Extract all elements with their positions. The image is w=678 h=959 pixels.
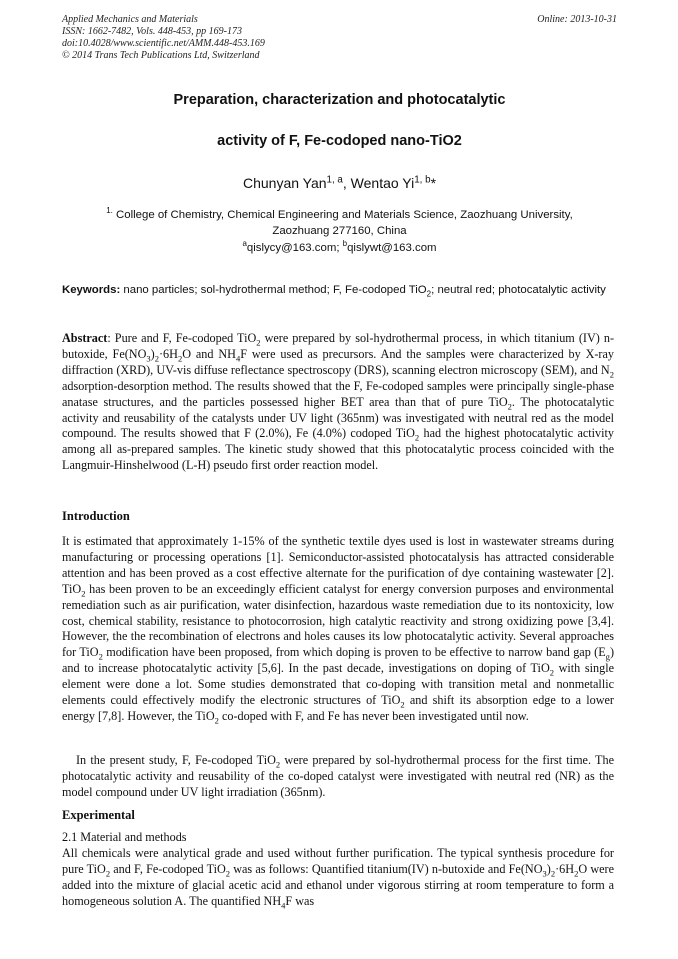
abstract-text: . The photocatalytic activity and reusability of the catalysts under UV light (365nm) was investigated with neutral red as the model compound. The results showed that F (2.0%), Fe (4.0%) codoped TiO [62,394,615,441]
introduction-paragraph-1 [62,534,614,725]
body-text: All chemicals were analytical grade and used without further purification. The typical synthesis procedure for pure TiO [62,846,614,876]
author-list [62,175,617,191]
body-text: modification have been proposed, from which doping is proven to be effective to narrow band gap (E [102,645,606,660]
keywords-text: nano particles; sol-hydrothermal method; F, Fe-codoped TiO [120,284,427,296]
body-text: and shift its absorption edge to a lower energy [7,8]. However, the TiO [62,693,614,723]
journal-copyright: © 2014 Trans Tech Publications Ltd, Switzerland [62,50,260,61]
affiliation-superscript: 1. [106,206,113,216]
abstract-text: had the highest photocatalytic activity among all as-prepared samples. The kinetic study showed that this photocatalytic process coincided with the Langmuir-Hinshelwood (L-H) pseudo first order reaction model. [62,426,614,473]
abstract-text: ) [150,346,155,361]
author-name: Chunyan Yan [242,175,327,191]
subscript: 2 [400,699,405,710]
subscript: g [605,651,610,662]
online-date: Online: 2013-10-31 [537,14,617,25]
body-text: with single element were done a lot. Some studies demonstrated that co-doping with transition metal and nonmetallic elements could effectively modify the electronic structures of TiO [62,661,614,708]
journal-doi: doi:10.4028/www.scientific.net/AMM.448-453.169 [62,38,265,49]
email-superscript: a [242,239,247,249]
corresponding-mark: * [430,175,437,191]
author-separator: , [342,175,351,191]
keywords [62,281,614,299]
subscript: 2 [275,759,281,770]
email-link[interactable]: qislywt@163.com [347,242,437,254]
subscript: 4 [235,353,241,364]
subsection-heading: 2.1 Material and methods [62,830,187,844]
keywords-text: ; neutral red; photocatalytic activity [431,284,606,296]
author-emails [62,239,617,254]
section-heading-introduction: Introduction [62,509,130,523]
subscript: 2 [426,289,432,299]
subscript: 2 [609,369,614,380]
subscript: 2 [507,401,512,412]
abstract-text: adsorption-desorption method. The results showed that the F, Fe-codoped samples were principally single-phase anatase structures, and the particles possessed higher BET area than that of pure TiO [62,378,614,409]
subscript: 2 [154,353,159,364]
abstract [62,331,614,474]
keywords-label: Keywords: [62,284,121,296]
affiliation-line-2: Zaozhuang 277160, China [272,225,407,237]
subscript: 2 [105,868,111,879]
experimental-paragraph [62,846,614,910]
email-superscript: b [342,239,348,249]
author-superscript: 1, a [326,174,343,186]
body-text: and F, Fe-codoped TiO [110,861,226,876]
paper-title-line-1: Preparation, characterization and photocatalytic [173,92,506,108]
abstract-text: : Pure and F, Fe-codoped TiO [107,331,257,345]
abstract-text: ·6H [159,346,178,361]
subscript: 3 [542,868,547,879]
subscript: 2 [414,432,420,443]
body-text: was as follows: Quantified titanium(IV) n-butoxide and Fe(NO [230,861,543,876]
body-text: F was [285,893,315,908]
body-text: ) [546,861,551,876]
subscript: 2 [225,868,231,879]
body-text: has been proven to be an exceedingly efficient catalyst for energy conversion purposes and environmental remediation such as air purification, water disinfection, hazardous waste remediation due to its nontoxicity, low cost, chemical stability, resistance to photocorrosion, high catalytic reactivity and strong oxidizing powe [3,4]. However, the the recombination of electrons and holes causes its low photocatalytic activity. Several approaches for TiO [62,581,614,660]
abstract-text: O and NH [182,346,236,361]
body-text: O were added into the mixture of glacial acetic acid and ethanol under vigorous stirring at room temperature to form a homogeneous solution A. The quantified NH [62,861,615,908]
abstract-text: were prepared by sol-hydrothermal process, in which titanium (IV) n-butoxide, Fe(NO [62,331,615,361]
subscript: 2 [550,868,556,879]
paper-title-line-2: activity of F, Fe-codoped nano-TiO2 [217,133,462,149]
email-link[interactable]: qislycy@163.com; [246,242,343,254]
journal-header [62,14,617,62]
body-text: co-doped with F, and Fe has never been investigated until now. [218,708,529,723]
body-text: ) and to increase photocatalytic activity [5,6]. In the past decade, investigations on doping of TiO [62,645,614,676]
body-text: It is estimated that approximately 1-15% of the synthetic textile dyes used is lost in wastewater streams during manufacturing or processing operations [1]. Semiconductor-assisted photocatalysis has attracted considerable attention and has been proved as a cost effective alternate for the purification of dye containing wastewater [2]. TiO [62,534,614,596]
subscript: 2 [256,337,261,348]
journal-issn: ISSN: 1662-7482, Vols. 448-453, pp 169-173 [62,26,242,37]
author-name: Wentao Yi [350,175,415,191]
body-text: ·6H [555,861,575,876]
affiliation-line-1: College of Chemistry, Chemical Engineering and Materials Science, Zaozhuang University, [112,209,573,221]
subscript: 2 [177,353,183,364]
subscript: 2 [574,868,579,879]
body-text: were prepared by sol-hydrothermal process for the first time. The photocatalytic activity and reusability of the co-doped catalyst were investigated with neutral red (NR) as the model compound under UV light irradiation (365nm). [62,753,615,799]
subscript: 2 [98,651,103,662]
subscript: 2 [81,588,86,599]
introduction-paragraph-2 [62,753,614,801]
section-heading-experimental: Experimental [62,808,135,822]
subscript: 4 [281,900,286,911]
journal-name: Applied Mechanics and Materials [62,14,198,25]
abstract-label: Abstract [62,331,108,345]
subscript: 2 [549,667,555,678]
subscript: 3 [146,353,151,364]
subscript: 2 [214,715,219,726]
abstract-text: F were used as precursors. And the samples were characterized by X-ray diffraction (XRD), UV-vis diffuse reflectance spectroscopy (DRS), scanning electron microscopy (SEM), and N [62,346,614,377]
affiliation [62,207,617,239]
body-text: In the present study, F, Fe-codoped TiO [76,753,276,767]
author-superscript: 1, b [414,174,431,186]
